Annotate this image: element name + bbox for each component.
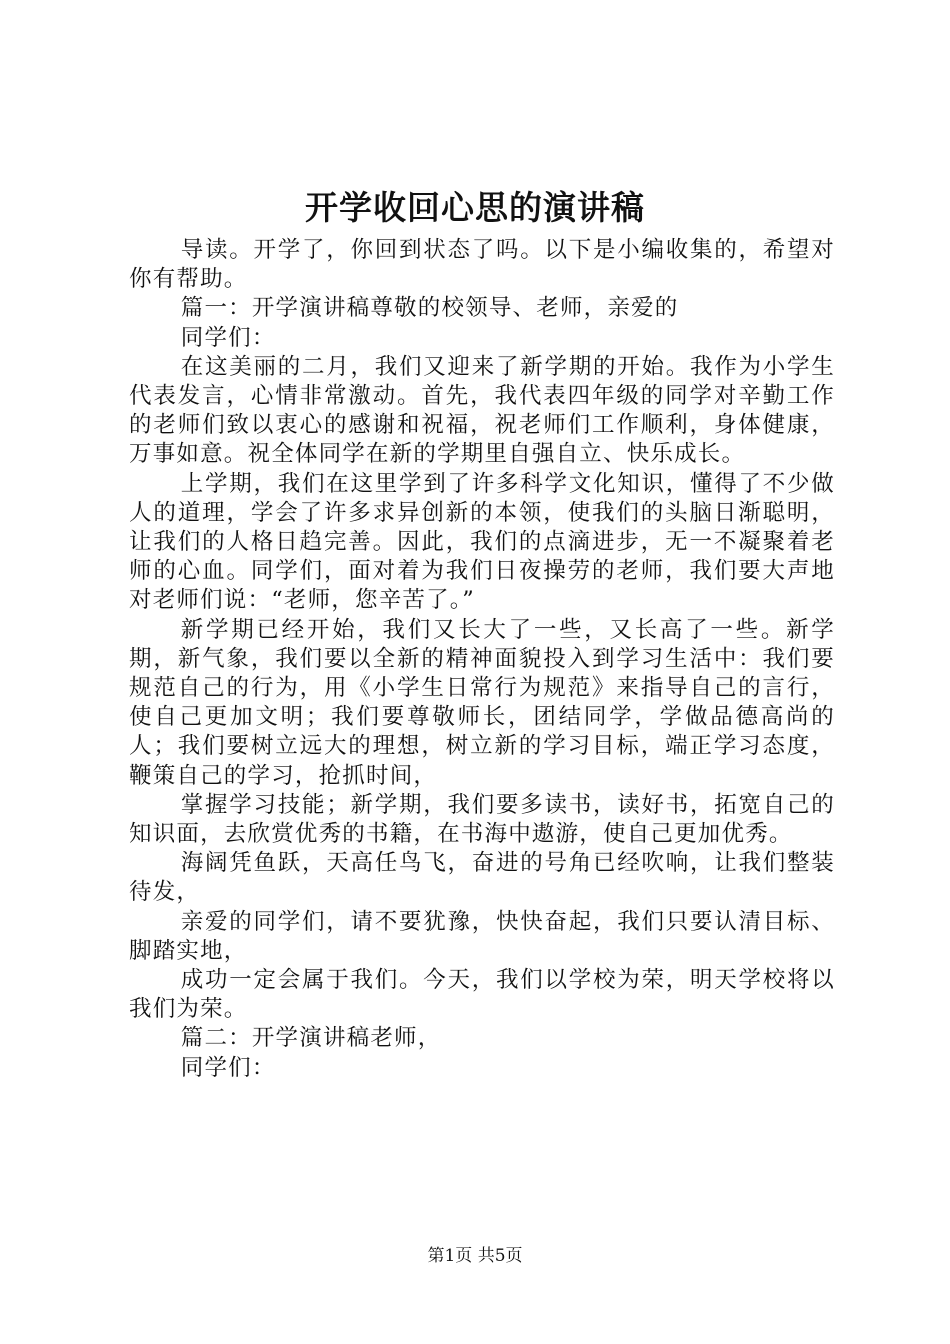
page-footer: 第1页 共5页 [427,1246,523,1266]
paragraph-body: 成功一定会属于我们。今天，我们以学校为荣，明天学校将以我们为荣。 [129,967,835,1023]
paragraph-intro: 导读。开学了，你回到状态了吗。以下是小编收集的，希望对你有帮助。 [129,237,835,293]
paragraph-body: 上学期，我们在这里学到了许多科学文化知识，懂得了不少做人的道理，学会了许多求异创新的本领，使我们的头脑日渐聪明，让我们的人格日趋完善。因此，我们的点滴进步，无一不凝聚着老师的心血。同学们，面对着为我们日夜操劳的老师，我们要大声地对老师们说：“老师，您辛苦了。” [129,470,835,614]
paragraph-body: 亲爱的同学们，请不要犹豫，快快奋起，我们只要认清目标、脚踏实地， [129,908,835,964]
paragraph-greeting: 同学们： [180,324,276,351]
page-title: 开学收回心思的演讲稿 [305,188,645,227]
paragraph-section-one-heading: 篇一：开学演讲稿尊敬的校领导、老师，亲爱的 [180,295,679,322]
document-body [129,236,835,1083]
paragraph-section-two-heading: 篇二：开学演讲稿老师， [180,1025,442,1052]
paragraph-body: 海阔凭鱼跃，天高任鸟飞，奋进的号角已经吹响，让我们整装待发， [129,850,835,906]
paragraph-body: 在这美丽的二月，我们又迎来了新学期的开始。我作为小学生代表发言，心情非常激动。首先，我代表四年级的同学对辛勤工作的老师们致以衷心的感谢和祝福，祝老师们工作顺利，身体健康，万事如意。祝全体同学在新的学期里自强自立、快乐成长。 [129,353,835,468]
paragraph-greeting: 同学们： [180,1054,276,1081]
paragraph-body: 新学期已经开始，我们又长大了一些，又长高了一些。新学期，新气象，我们要以全新的精神面貌投入到学习生活中：我们要规范自己的行为，用《小学生日常行为规范》来指导自己的言行，使自己更加文明；我们要尊敬师长，团结同学，学做品德高尚的人；我们要树立远大的理想，树立新的学习目标，端正学习态度，鞭策自己的学习，抢抓时间， [129,616,835,789]
paragraph-body: 掌握学习技能；新学期，我们要多读书，读好书，拓宽自己的知识面，去欣赏优秀的书籍，在书海中遨游，使自己更加优秀。 [129,791,835,848]
